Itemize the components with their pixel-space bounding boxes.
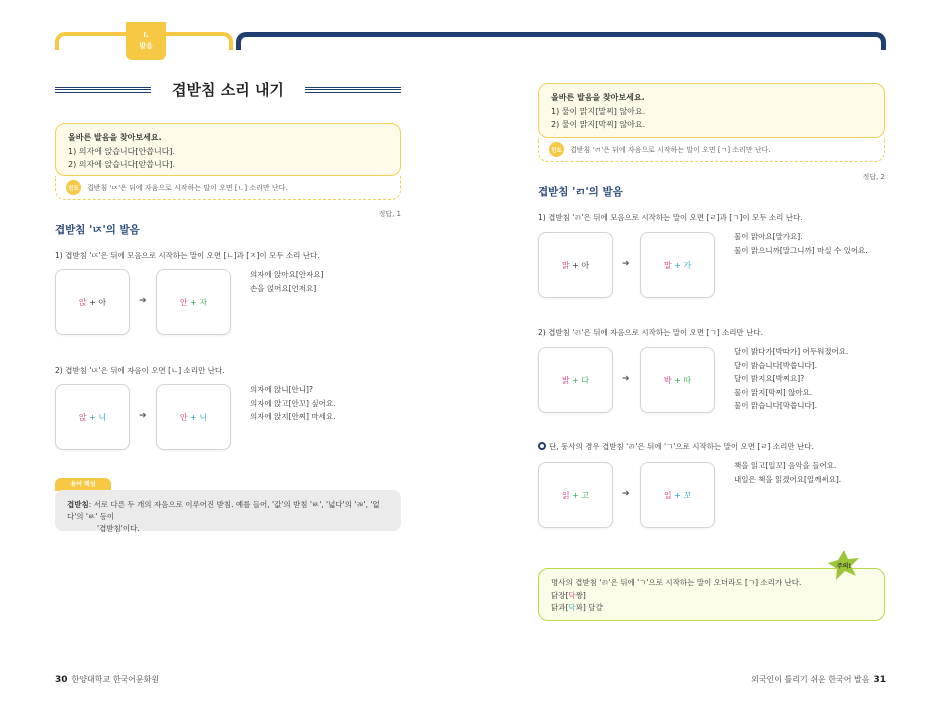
rule3-text: 단, 동사의 경우 겹받침 'ㄺ'은 뒤에 'ㄱ'으로 시작하는 말이 오면 [ㄹ] 소리만 난다. (549, 442, 814, 451)
right-quiz-box (538, 83, 885, 138)
example-line: 손을 얹어요[언저요] (250, 283, 317, 293)
example-box-result (640, 347, 715, 413)
example-sentences (734, 345, 885, 413)
title-deco-right (305, 87, 401, 93)
page-title-block (55, 80, 401, 100)
section2-rule2: 2) 겹받침 'ㄺ'은 뒤에 자음으로 시작하는 말이 오면 [ㄱ] 소리만 난다. (538, 328, 764, 337)
suffix: + 아 (89, 297, 107, 307)
example-box-result (640, 232, 715, 298)
example-line: 물이 맑으니까[말그니까] 마실 수 있어요. (734, 245, 868, 255)
core-definition-cont: '겹받침'이다. (97, 524, 140, 533)
syllable: 말 (663, 260, 672, 270)
footer-right-text: 외국인이 틀리기 쉬운 한국어 발음 (751, 675, 870, 684)
core-definition: : 서로 다른 두 개의 자음으로 이루어진 받침. 예를 들어, '값'의 받침 'ㅄ', '넓다'의 'ㄼ', '없다'의 'ㅄ' 등이 (67, 500, 380, 521)
caution-line: 명사의 겹받침 'ㄺ'은 뒤에 'ㄱ'으로 시작하는 말이 오더라도 [ㄱ] 소리가 난다. (551, 578, 802, 587)
hint-text: 겹받침 'ㄺ'은 뒤에 자음으로 시작하는 말이 오면 [ㄱ] 소리만 난다. (570, 145, 771, 154)
chapter-number: I. (143, 31, 149, 39)
page-number-right: 31 (873, 675, 886, 685)
example-box-source (55, 384, 130, 450)
arrow-icon: ➔ (622, 259, 630, 269)
example-line: 달이 밝다가[박따가] 어두워졌어요. (734, 347, 849, 356)
example-line: 물이 맑아요[말가요]. (734, 232, 803, 241)
section2-rule1: 1) 겹받침 'ㄺ'은 뒤에 모음으로 시작하는 말이 오면 [ㄹ]과 [ㄱ]이 모두 소리 난다. (538, 213, 803, 222)
quiz-option-2: 2) 의자에 앉습니다[앋씁니다]. (68, 160, 176, 169)
example-line: 책을 읽고[일꼬] 음악을 들어요. (734, 461, 837, 470)
left-answer: 정답, 1 (378, 210, 401, 218)
example-sentences (250, 268, 400, 295)
chapter-name: 발음 (139, 42, 153, 50)
syllable: 안 (179, 412, 188, 422)
caution-badge: 주의! (836, 563, 852, 570)
syllable: 일 (663, 490, 672, 500)
example-sentences (734, 230, 885, 257)
section2-rule3 (538, 441, 814, 452)
quiz-option-1: 1) 물이 맑지[말찌] 않아요. (551, 107, 646, 116)
suffix: + 꼬 (674, 490, 692, 500)
caution-example: 닭장[닥짱] (551, 590, 586, 600)
caution-example: 닭과[닥꽈] 달걀 (551, 603, 603, 612)
suffix: + 니 (89, 412, 107, 422)
footer-left (55, 674, 159, 685)
core-term-tag: 용어 핵심 (55, 478, 111, 491)
section1-rule1: 1) 겹받침 'ㄵ'은 뒤에 모음으로 시작하는 말이 오면 [ㄴ]과 [ㅈ]이 모두 소리 난다. (55, 251, 320, 260)
page-title: 겹받침 소리 내기 (172, 81, 284, 99)
syllable: 읽 (561, 490, 570, 500)
example-line: 의자에 앉니[안니]? (250, 385, 313, 394)
syllable: 맑 (561, 260, 570, 270)
example-line: 의자에 앉아요[안자요] (250, 270, 324, 279)
syllable: 앉 (78, 412, 87, 422)
hint-badge: 힌트 (66, 180, 81, 195)
example-line: 의자에 앉고[안꼬] 싶어요. (250, 398, 336, 408)
quiz-option-2: 2) 물이 맑지[막찌] 않아요. (551, 120, 646, 129)
syllable: 밝 (561, 375, 570, 385)
quiz-prompt: 올바른 발음을 찾아보세요. (68, 133, 162, 142)
suffix: + 니 (190, 412, 208, 422)
example-sentences (250, 383, 400, 424)
example-line: 의자에 앉지[안찌] 마세요. (250, 412, 336, 421)
page-number-left: 30 (55, 675, 68, 685)
example-line: 내일은 책을 읽겠어요[일께써요]. (734, 474, 842, 484)
quiz-option-1: 1) 의자에 앉습니다[안씁니다]. (68, 147, 176, 156)
example-line: 달이 밝지요[박찌요]? (734, 374, 805, 383)
left-hint (55, 176, 401, 200)
core-term: 겹받침 (67, 500, 89, 509)
syllable: 박 (663, 375, 672, 385)
syllable: 안 (179, 297, 188, 307)
quiz-prompt: 올바른 발음을 찾아보세요. (551, 93, 645, 102)
example-line: 달이 밝습니다[박씁니다]. (734, 360, 818, 370)
syllable: 앉 (78, 297, 87, 307)
example-line: 물이 맑지[막찌] 않아요. (734, 387, 813, 397)
chapter-tab-navy (236, 32, 886, 50)
right-hint (538, 138, 885, 162)
section1-rule2: 2) 겹받침 'ㄵ'은 뒤에 자음이 오면 [ㄴ] 소리만 난다. (55, 366, 225, 375)
core-term-box (55, 490, 401, 531)
example-box-result (156, 269, 231, 335)
arrow-icon: ➔ (622, 374, 630, 384)
section1-title: 겹받침 'ㄵ'의 발음 (55, 224, 140, 236)
suffix: + 다 (572, 375, 590, 385)
example-box-result (156, 384, 231, 450)
title-deco-left (55, 87, 151, 93)
example-box-source (538, 232, 613, 298)
section2-title: 겹받침 'ㄺ'의 발음 (538, 186, 623, 198)
example-box-source (538, 347, 613, 413)
footer-right (740, 674, 886, 685)
left-quiz-box (55, 123, 401, 176)
caution-star-icon (828, 550, 860, 582)
suffix: + 자 (190, 297, 208, 307)
suffix: + 아 (572, 260, 590, 270)
suffix: + 고 (572, 490, 590, 500)
arrow-icon: ➔ (139, 411, 147, 421)
example-box-source (55, 269, 130, 335)
circle-bullet-icon (538, 442, 546, 450)
arrow-icon: ➔ (622, 489, 630, 499)
right-answer: 정답, 2 (862, 173, 885, 181)
suffix: + 따 (674, 375, 692, 385)
suffix: + 가 (674, 260, 692, 270)
hint-badge: 힌트 (549, 142, 564, 157)
example-box-source (538, 462, 613, 528)
chapter-tag (126, 22, 166, 60)
hint-text: 겹받침 'ㄵ'은 뒤에 자음으로 시작하는 말이 오면 [ㄴ] 소리만 난다. (87, 183, 288, 192)
footer-left-text: 한양대학교 한국어문화원 (71, 675, 160, 684)
arrow-icon: ➔ (139, 296, 147, 306)
example-box-result (640, 462, 715, 528)
example-sentences (734, 459, 885, 486)
example-line: 물이 맑습니다[막씁니다]. (734, 401, 818, 410)
